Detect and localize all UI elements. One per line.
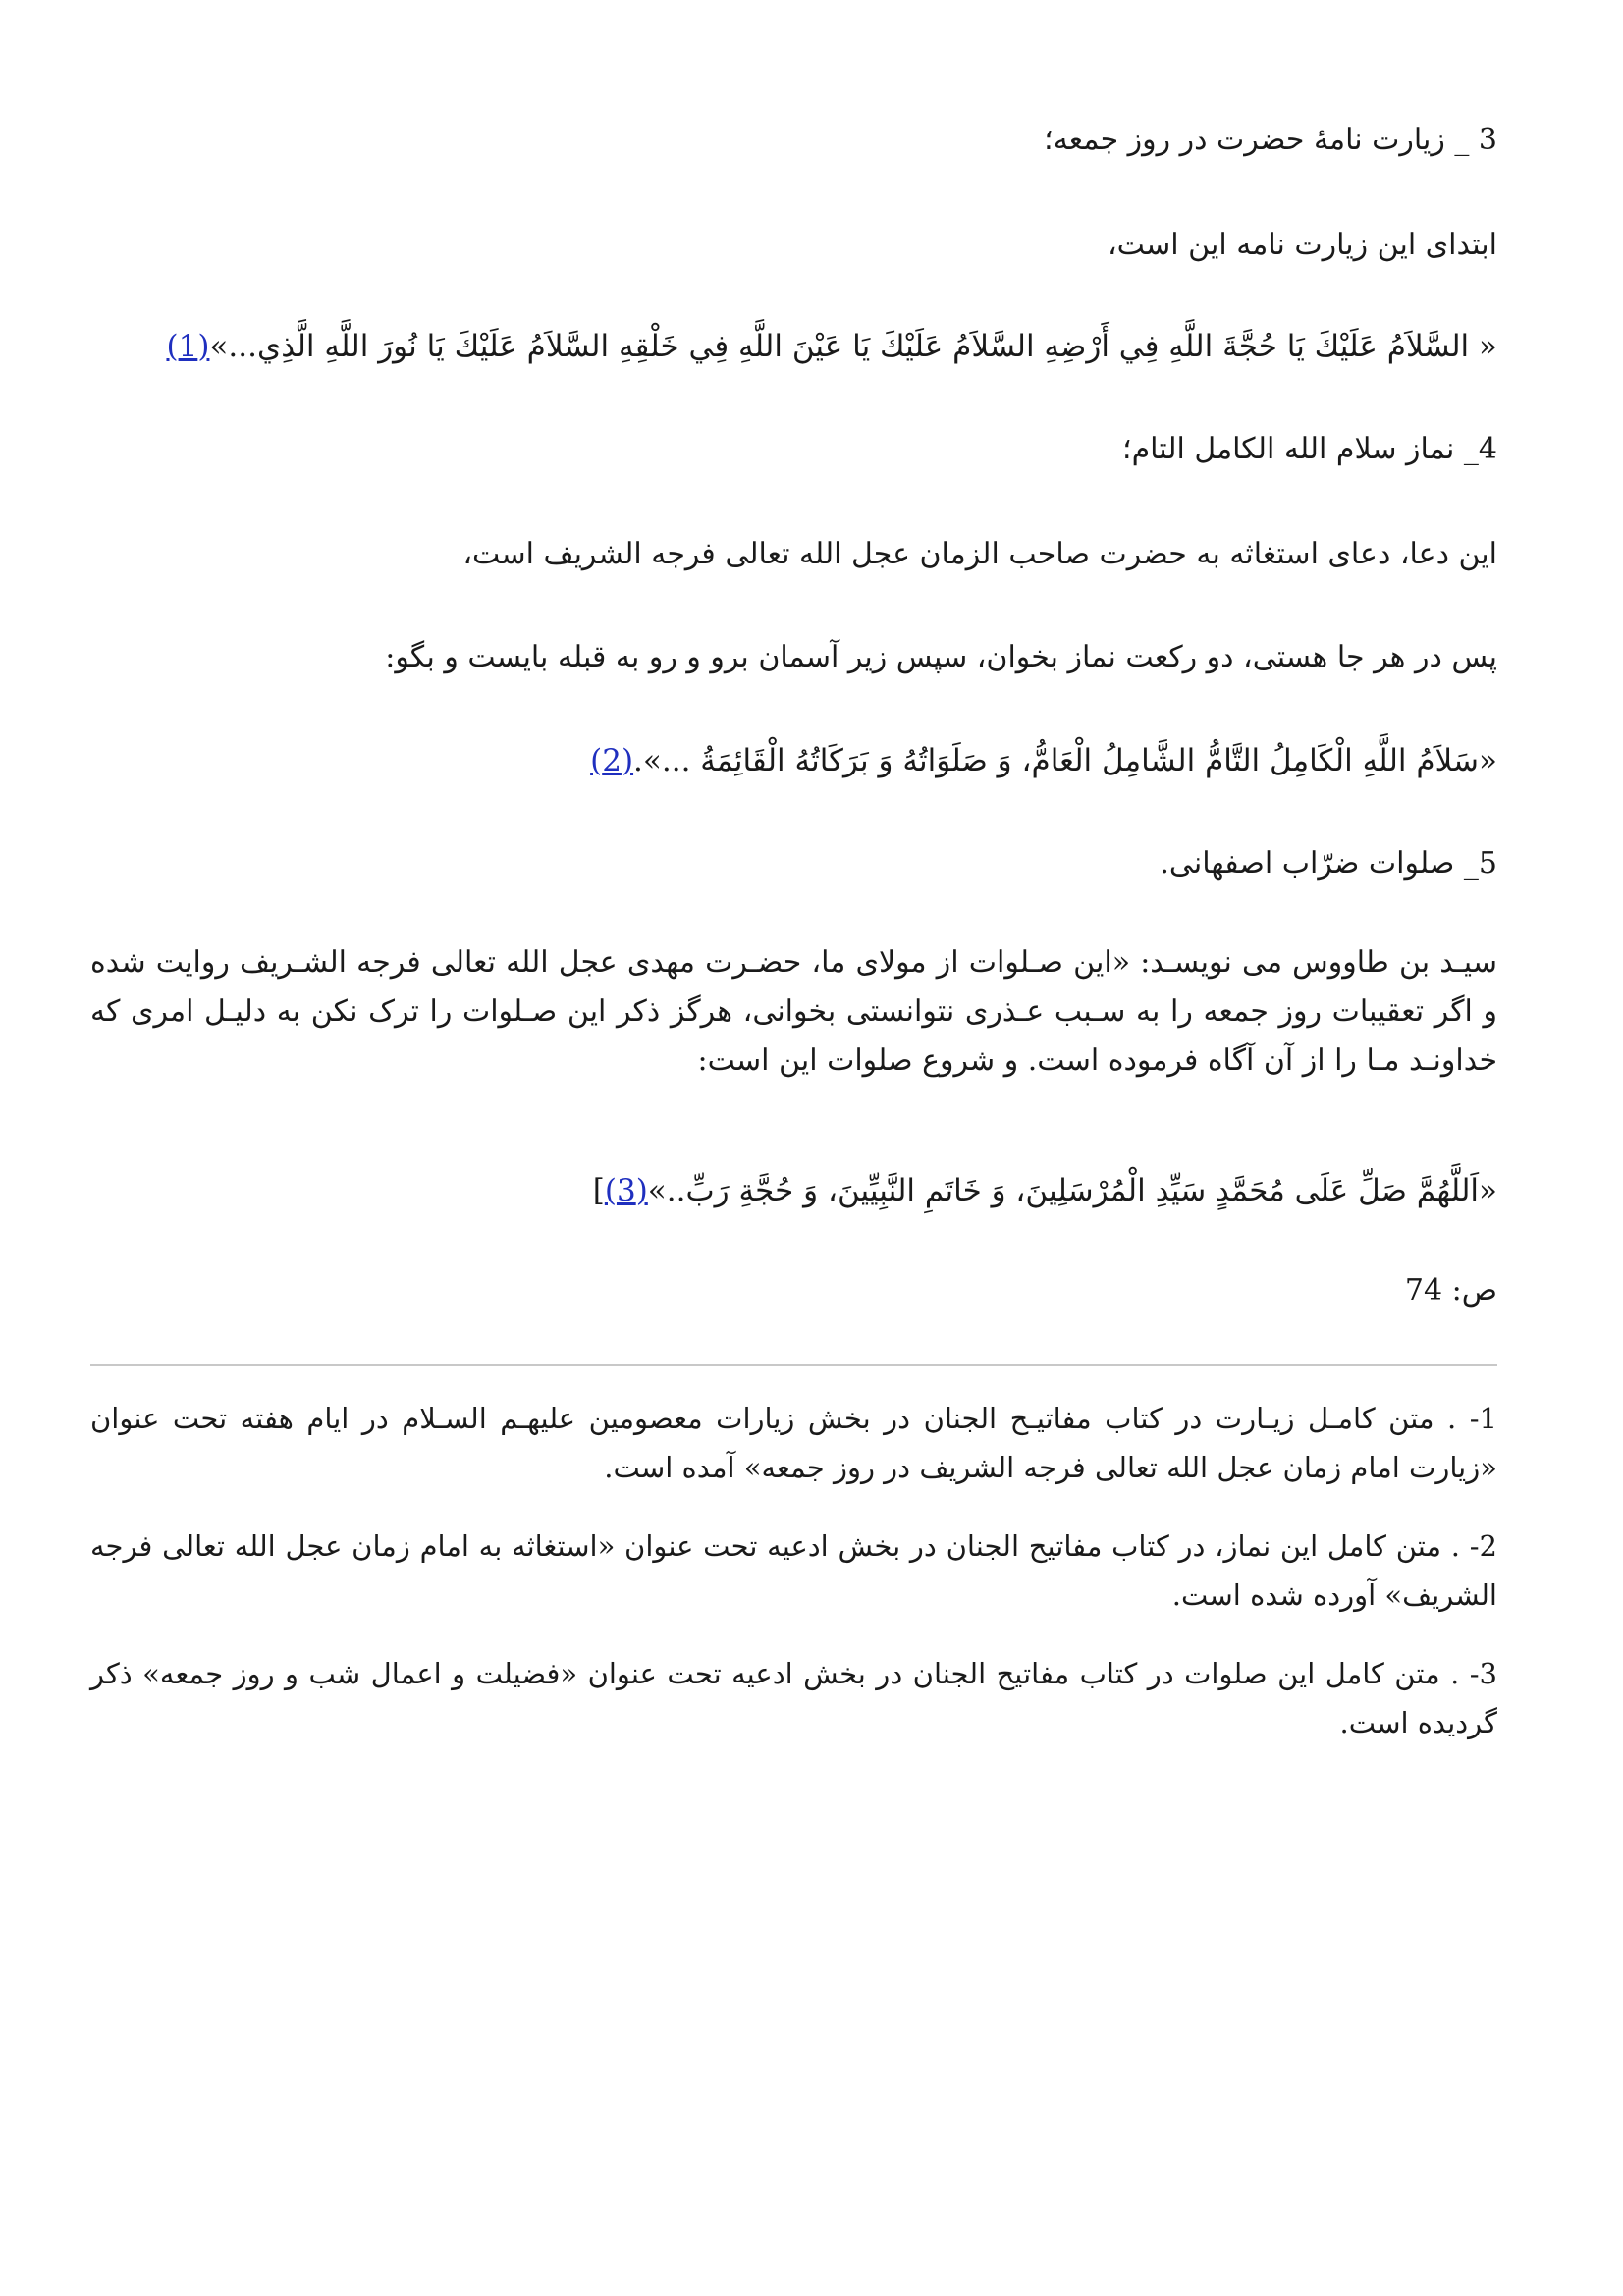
footnote-link-1[interactable]: (1): [166, 329, 210, 364]
arabic-quote-salawat-text: «اَللَّهُمَّ صَلِّ عَلَى مُحَمَّدٍ سَیِّدِ الْمُرْسَلِینَ، وَ خَاتَمِ النَّبِیِّینَ، وَ حُجَّةِ رَبِّ..»: [647, 1173, 1497, 1208]
page-number: ص: 74: [1404, 1273, 1497, 1308]
footnote-3: 3- . متن کامل این صلوات در کتاب مفاتیح الجنان در بخش ادعیه تحت عنوان «فضیلت و اعمال شب و روز جمعه» ذکر گردیده است.: [90, 1657, 1497, 1739]
heading-namaz-salam: 4_ نماز سلام الله الکامل التام؛: [1122, 432, 1497, 466]
paragraph-istighatha: این دعا، دعای استغاثه به حضرت صاحب الزمان عجل الله تعالی فرجه الشریف است،: [462, 537, 1497, 571]
footnote-1: 1- . متن کامـل زیـارت در کتاب مفاتیـح الجنان در بخش زیارات معصومین علیهـم السـلام در ایام هفته تحت عنوان «زیارت امام زمان عجل الله تعالی فرجه الشریف در روز جمعه» آمده است.: [90, 1402, 1497, 1484]
arabic-quote-ziyarat: [90, 322, 1497, 371]
paragraph-ibn-tawus: سیـد بن طاووس می نویسـد: «این صـلوات از مولای ما، حضـرت مهدی عجل الله تعالی فرجه الشـریف روایت شده و اگر تعقیبات روز جمعه را به سـبب عـذری نتوانستی بخوانی، هرگز ذکر این صـلوات را ترک نکن به دلیـل امری که خداونـد مـا را از آن آگاه فرموده است. و شروع صلوات این است:: [90, 945, 1498, 1078]
document-page: [90, 0, 1497, 2296]
bracket-tail: ]: [592, 1173, 605, 1208]
footnote-divider: [90, 1364, 1497, 1366]
footnote-link-3[interactable]: (3): [604, 1173, 648, 1208]
heading-ziyarat-friday: 3 _ زیارت نامهٔ حضرت در روز جمعه؛: [1044, 123, 1497, 157]
arabic-quote-salawat: [90, 1166, 1497, 1215]
heading-salawat-zarrab: 5_ صلوات ضرّاب اصفهانی.: [1160, 846, 1497, 881]
paragraph-namaz-instructions: پس در هر جا هستی، دو رکعت نماز بخوان، سپس زیر آسمان برو و رو به قبله بایست و بگو:: [385, 640, 1497, 674]
footnote-2: 2- . متن کامل این نماز، در کتاب مفاتیح الجنان در بخش ادعیه تحت عنوان «استغاثه به امام زمان عجل الله تعالی فرجه الشریف» آورده شده است.: [90, 1529, 1497, 1612]
arabic-quote-ziyarat-text: « السَّلاَمُ عَلَیْكَ یَا حُجَّةَ اللَّهِ فِي أَرْضِهِ السَّلاَمُ عَلَیْكَ یَا عَیْنَ اللَّهِ فِي خَلْقِهِ السَّلاَمُ عَلَیْكَ یَا نُورَ اللَّهِ الَّذِي...»: [209, 329, 1497, 364]
paragraph-ziyarat-intro: ابتدای این زیارت نامه این است،: [1108, 228, 1497, 262]
arabic-quote-salam-text: «سَلاَمُ اللَّهِ الْكَامِلُ التَّامُّ الشَّامِلُ الْعَامُّ، وَ صَلَوَاتُهُ وَ بَرَكَاتُهُ الْقَائِمَةُ ...».: [633, 743, 1497, 778]
arabic-quote-salam: [90, 736, 1497, 785]
footnote-link-2[interactable]: (2): [590, 743, 634, 778]
